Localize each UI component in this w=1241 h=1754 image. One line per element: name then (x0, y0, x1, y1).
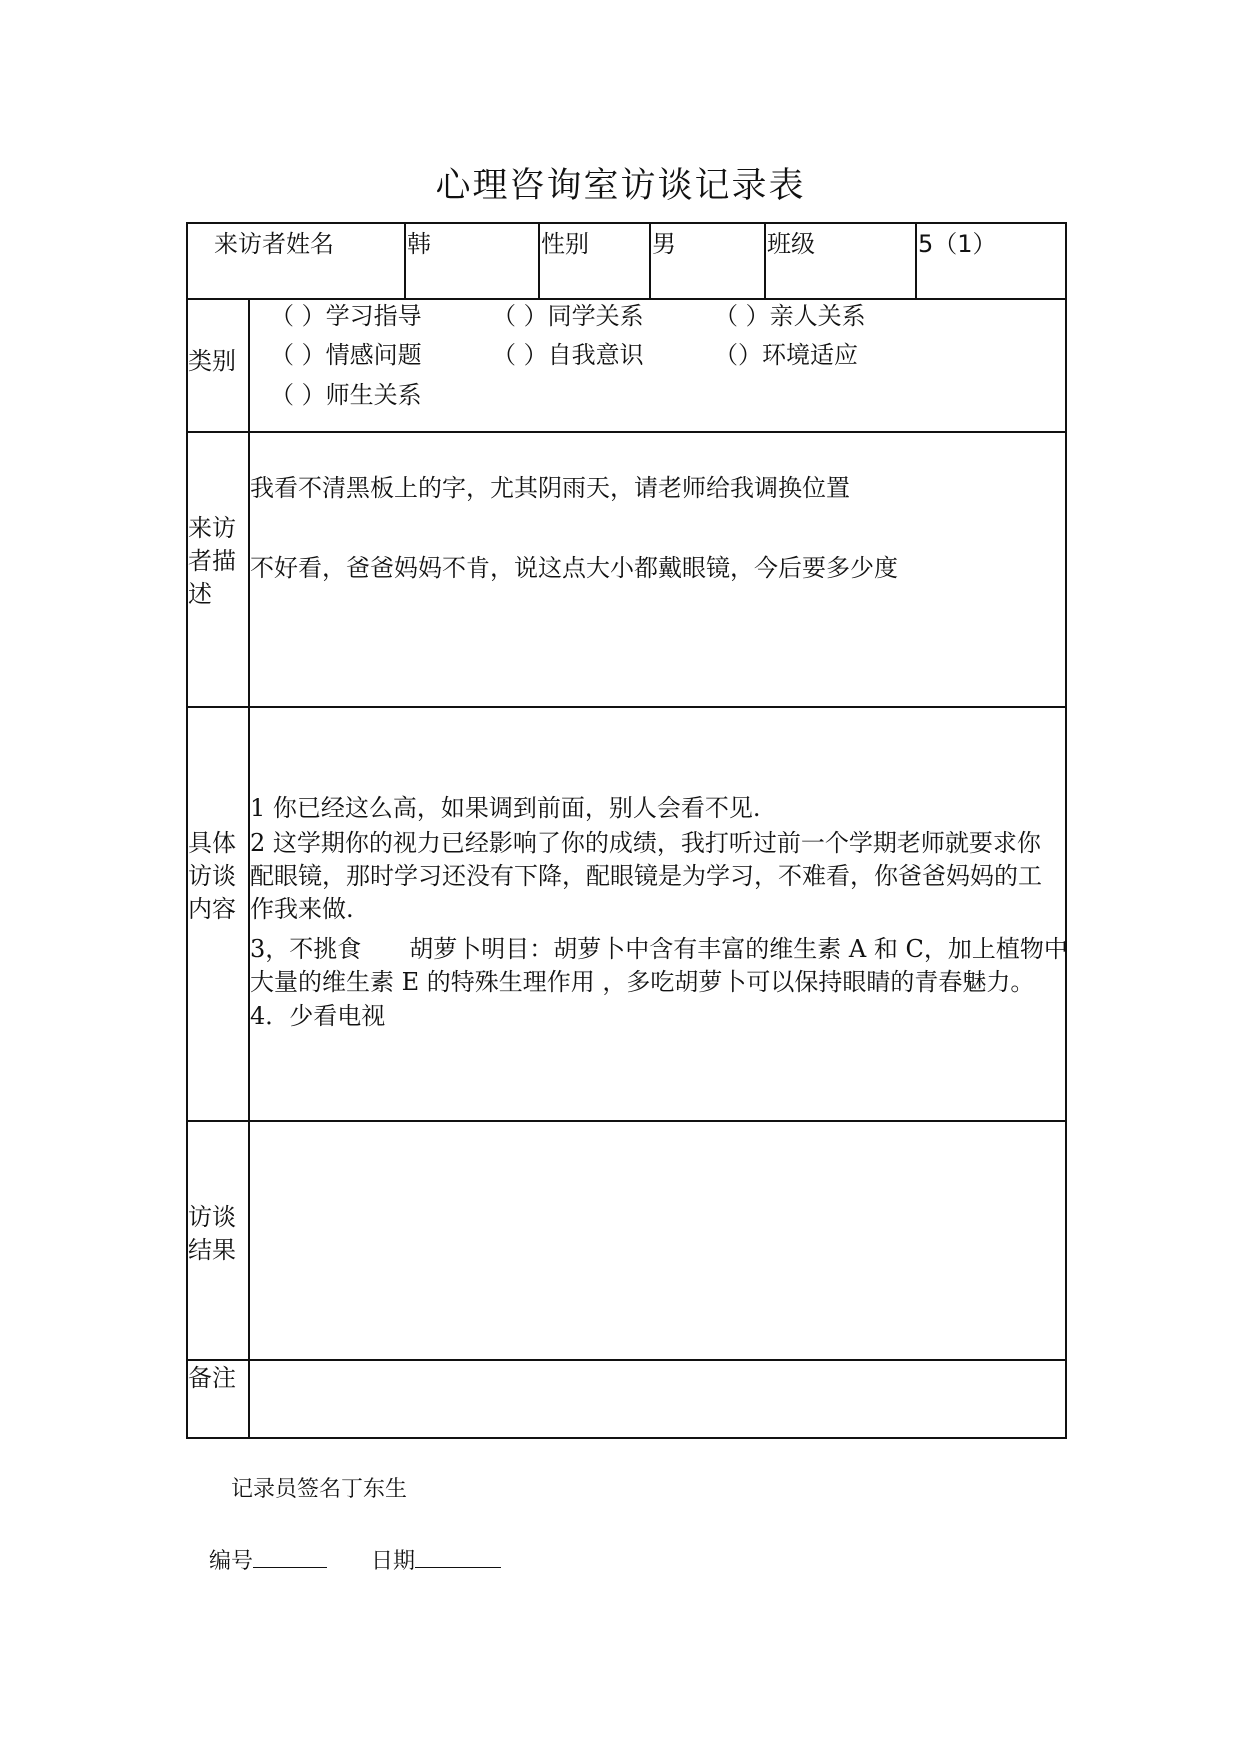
content-label-line: 内容 (188, 895, 236, 923)
category-option: （ ）师生关系 (270, 381, 422, 409)
column-divider (764, 224, 766, 298)
class-label: 班级 (767, 230, 815, 258)
content-line: 作我来做. (250, 895, 354, 923)
result-label-line: 结果 (188, 1236, 236, 1264)
number-blank (253, 1547, 327, 1568)
category-label: 类别 (188, 347, 236, 375)
category-option: （ ）学习指导 (270, 302, 422, 330)
interview-record-table (186, 222, 1067, 1439)
date-label: 日期 (371, 1549, 416, 1574)
visitor-name-value: 韩 (407, 230, 431, 258)
description-label-line: 述 (188, 580, 212, 608)
remark-label: 备注 (188, 1364, 236, 1392)
row-divider (188, 1359, 1065, 1361)
content-label-line: 访谈 (188, 862, 236, 890)
content-line: 2 这学期你的视力已经影响了你的成绩，我打听过前一个学期老师就要求你 (250, 829, 1041, 857)
content-line: 4．少看电视 (250, 1002, 386, 1030)
category-option: （ ）情感问题 (270, 341, 422, 369)
number-label: 编号 (209, 1549, 254, 1574)
content-line: 1 你已经这么高，如果调到前面，别人会看不见. (250, 794, 761, 822)
number-field (209, 1545, 327, 1578)
column-divider (538, 224, 540, 298)
content-label-line: 具体 (188, 829, 236, 857)
result-label-line: 访谈 (188, 1203, 236, 1231)
recorder-signature: 记录员签名丁东生 (231, 1477, 408, 1502)
page-title: 心理咨询室访谈记录表 (435, 166, 806, 206)
description-line: 不好看，爸爸妈妈不肯，说这点大小都戴眼镜，今后要多少度 (250, 554, 898, 582)
category-option: （ ）同学关系 (492, 302, 644, 330)
column-divider (915, 224, 917, 298)
visitor-name-label: 来访者姓名 (214, 230, 334, 258)
gender-label: 性别 (541, 230, 589, 258)
description-label-line: 者描 (188, 547, 236, 575)
content-line: 配眼镜，那时学习还没有下降，配眼镜是为学习，不难看，你爸爸妈妈的工 (250, 862, 1042, 890)
date-blank (415, 1547, 501, 1568)
row-divider (188, 431, 1065, 433)
category-option: （ ）亲人关系 (714, 302, 866, 330)
column-divider (649, 224, 651, 298)
class-value: 5（1） (918, 230, 997, 258)
description-label-line: 来访 (188, 514, 236, 542)
row-divider (188, 706, 1065, 708)
date-field (371, 1545, 501, 1578)
content-line: 3，不挑食 胡萝卜明目：胡萝卜中含有丰富的维生素 A 和 C，加上植物中 (250, 935, 1068, 963)
description-line: 我看不清黑板上的字，尤其阴雨天，请老师给我调换位置 (250, 474, 850, 502)
row-divider (188, 1120, 1065, 1122)
column-divider (404, 224, 406, 298)
category-option: （ ）自我意识 (492, 341, 644, 369)
content-line: 大量的维生素 E 的特殊生理作用 ，多吃胡萝卜可以保持眼睛的青春魅力。 (250, 968, 1035, 996)
category-option: （）环境适应 (714, 341, 858, 369)
gender-value: 男 (652, 230, 676, 258)
